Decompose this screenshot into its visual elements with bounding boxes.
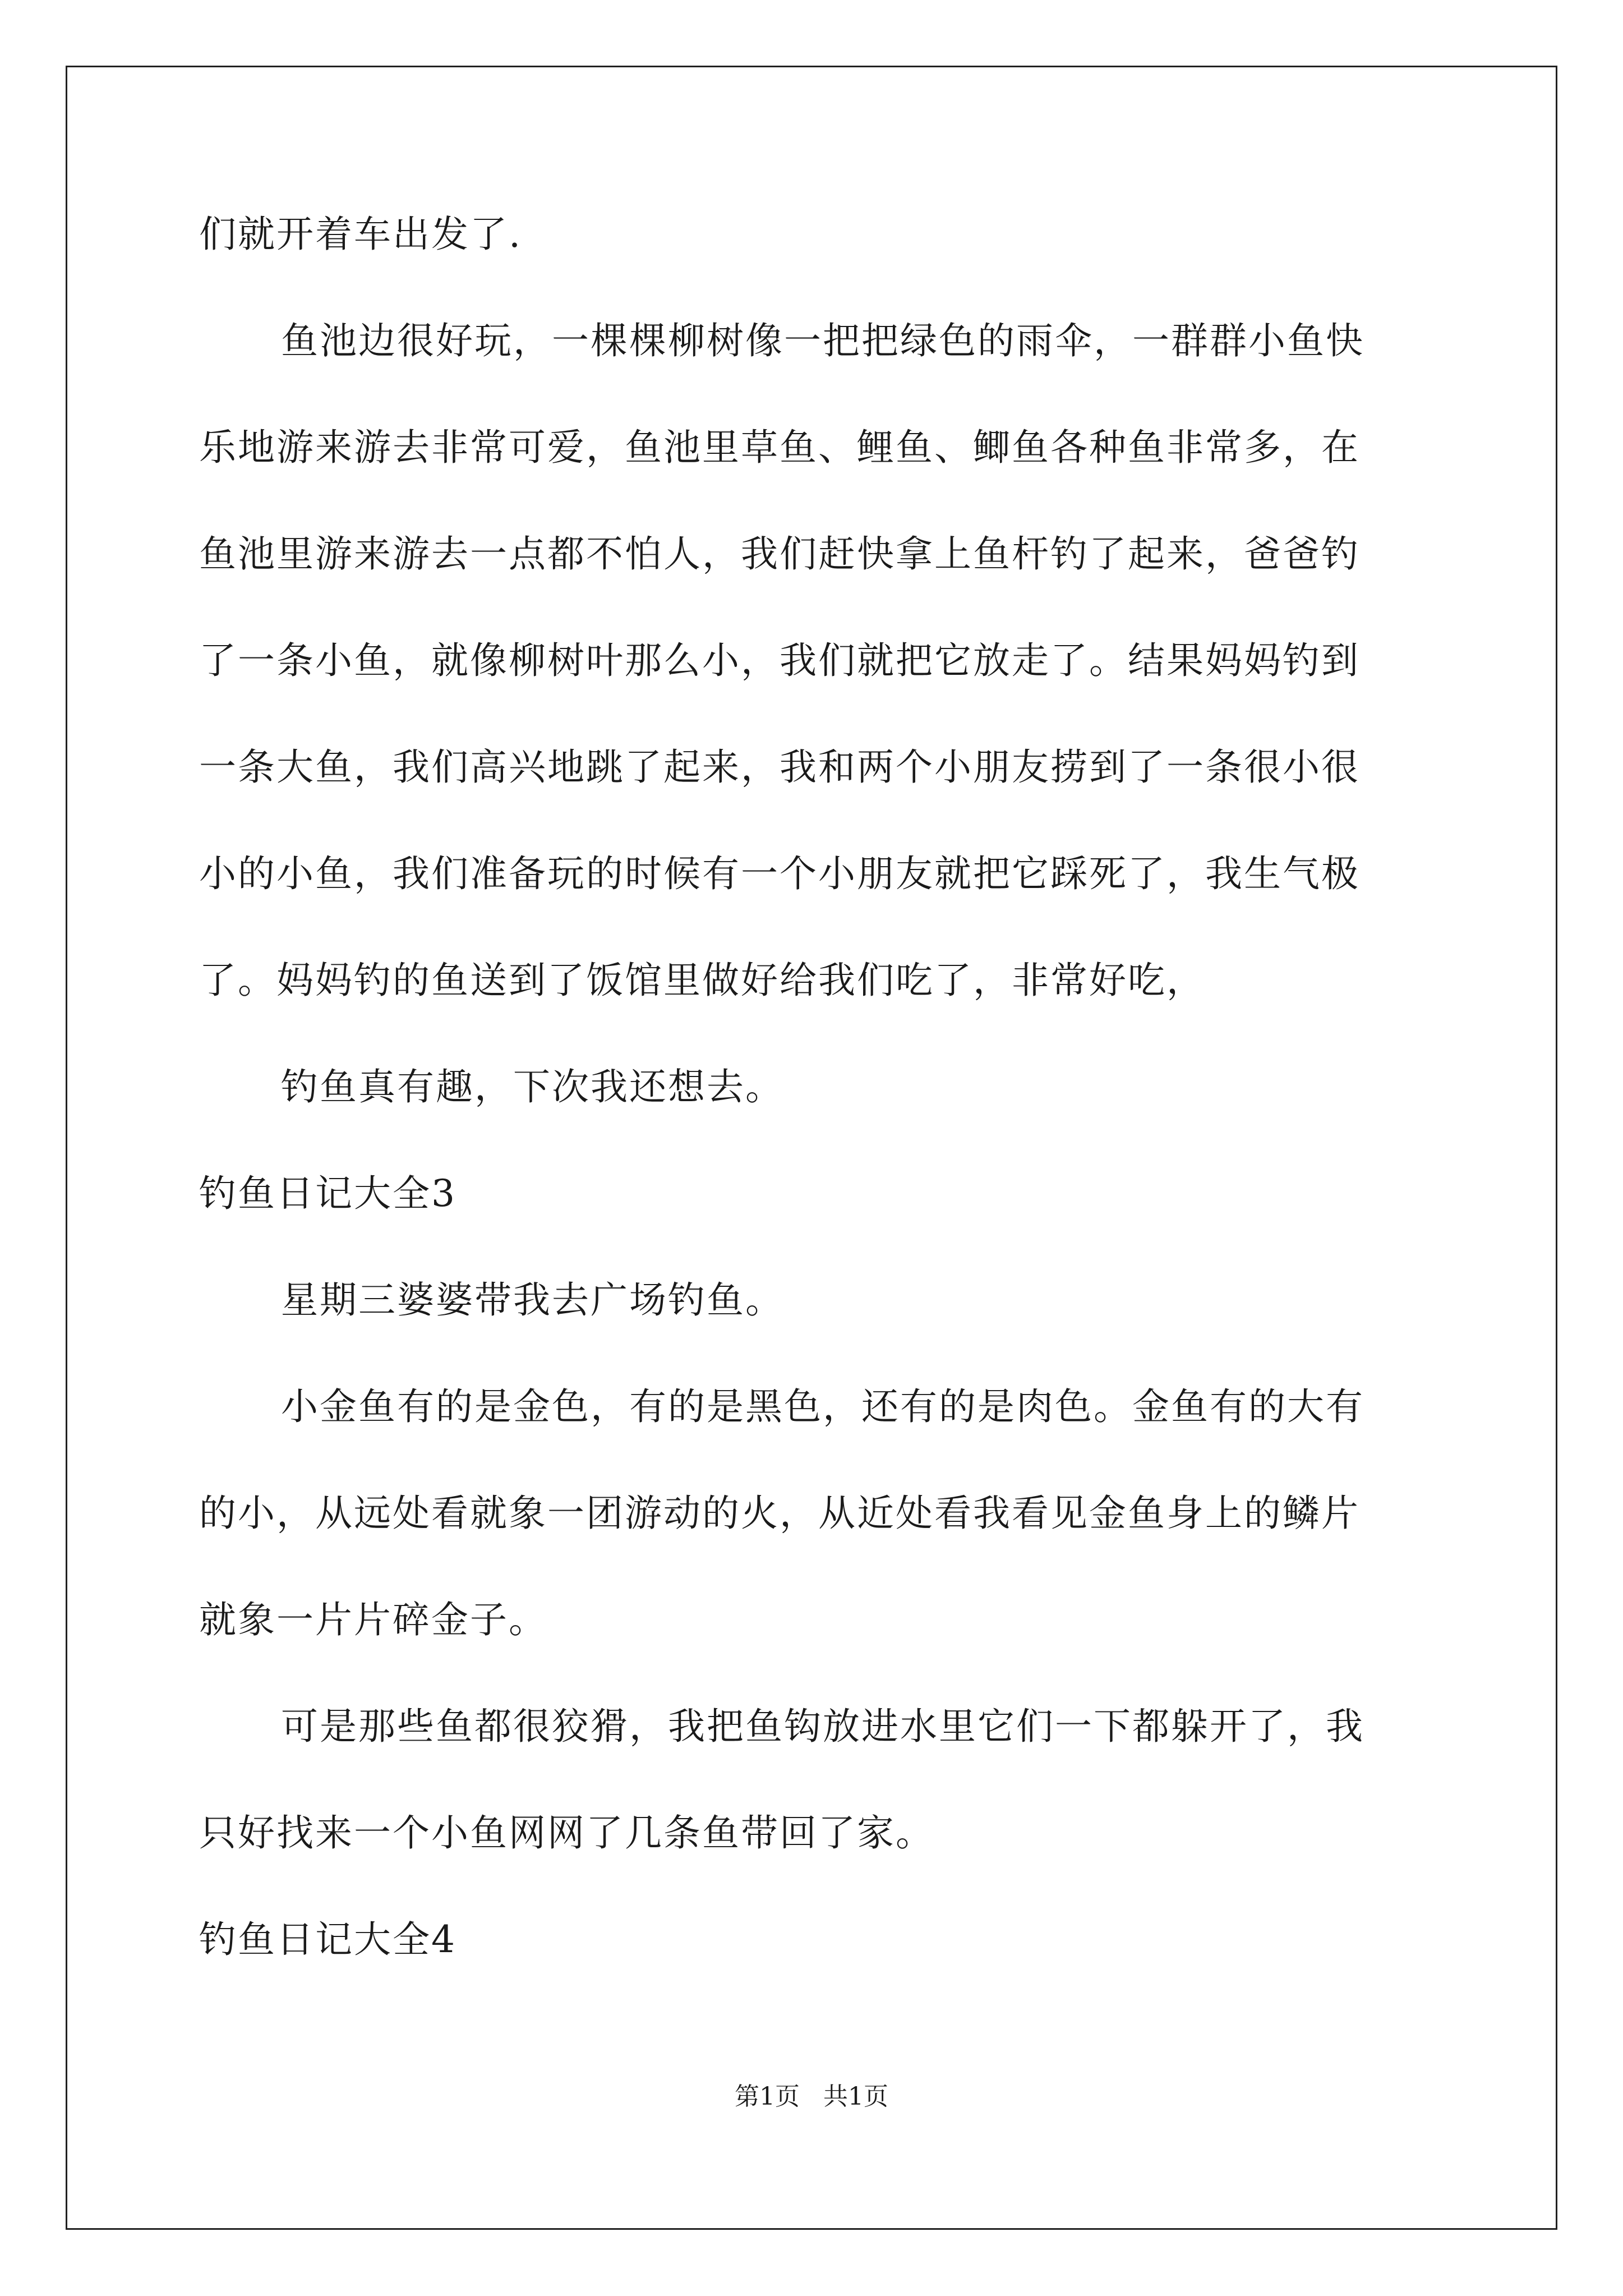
text-line: 小的小鱼，我们准备玩的时候有一个小朋友就把它踩死了，我生气极 — [199, 852, 1360, 895]
section-heading: 钓鱼日记大全4 — [199, 1918, 457, 1961]
text-line: 了一条小鱼，就像柳树叶那么小，我们就把它放走了。结果妈妈钓到 — [199, 639, 1360, 682]
text-line: 只好找来一个小鱼网网了几条鱼带回了家。 — [199, 1811, 934, 1855]
page-number-footer: 第1页 共1页 — [735, 2082, 888, 2111]
page-border — [66, 66, 1557, 2230]
text-line: 一条大鱼，我们高兴地跳了起来，我和两个小朋友捞到了一条很小很 — [199, 746, 1360, 789]
text-line: 乐地游来游去非常可爱，鱼池里草鱼、鲤鱼、鲫鱼各种鱼非常多，在 — [199, 426, 1360, 469]
section-heading: 钓鱼日记大全3 — [199, 1172, 457, 1215]
paragraph-line: 星期三婆婆带我去广场钓鱼。 — [281, 1278, 784, 1322]
text-line: 们就开着车出发了. — [199, 213, 522, 256]
paragraph-line: 钓鱼真有趣，下次我还想去。 — [281, 1065, 784, 1108]
text-line: 鱼池里游来游去一点都不怕人，我们赶快拿上鱼杆钓了起来，爸爸钓 — [199, 532, 1360, 576]
text-line: 了。妈妈钓的鱼送到了饭馆里做好给我们吃了，非常好吃， — [199, 959, 1205, 1002]
text-line: 的小，从远处看就象一团游动的火，从近处看我看见金鱼身上的鳞片 — [199, 1492, 1360, 1535]
paragraph-line: 可是那些鱼都很狡猾，我把鱼钩放进水里它们一下都躲开了，我 — [281, 1705, 1364, 1748]
text-line: 就象一片片碎金子。 — [199, 1598, 547, 1641]
paragraph-line: 鱼池边很好玩，一棵棵柳树像一把把绿色的雨伞，一群群小鱼快 — [281, 319, 1364, 362]
paragraph-line: 小金鱼有的是金色，有的是黑色，还有的是肉色。金鱼有的大有 — [281, 1385, 1364, 1428]
